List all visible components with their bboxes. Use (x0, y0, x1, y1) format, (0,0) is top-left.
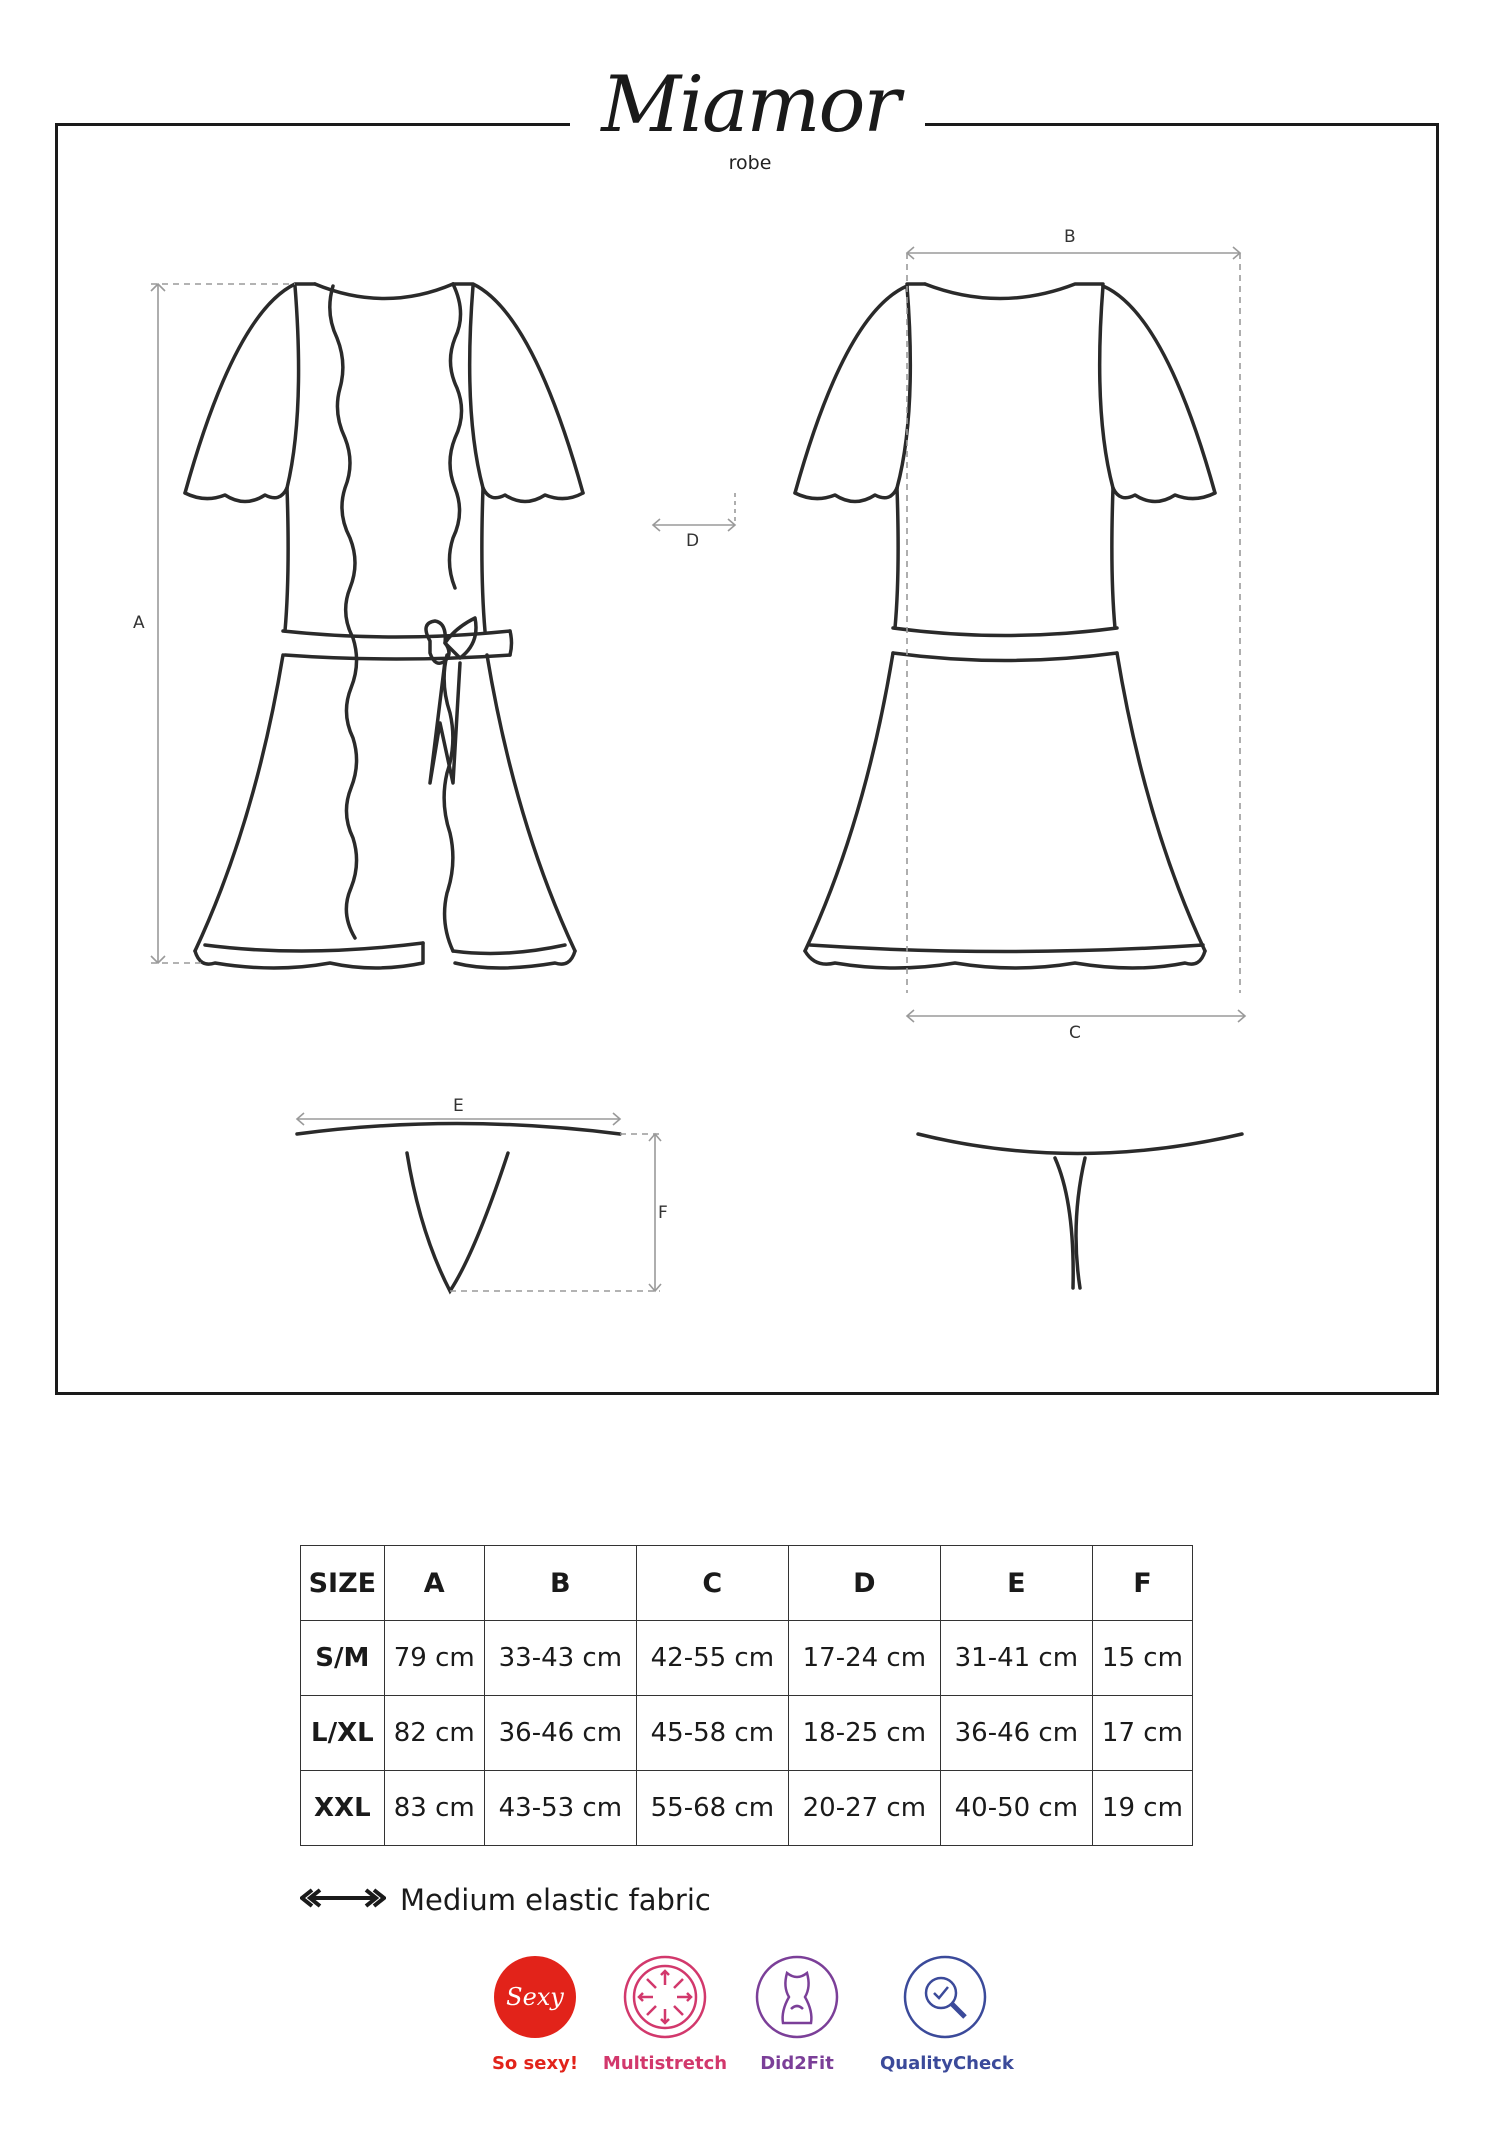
brand-logo: Miamor (601, 60, 899, 150)
dim-label-c: C (1069, 1023, 1081, 1043)
table-cell: 83 cm (384, 1771, 484, 1846)
dim-label-d: D (686, 531, 700, 551)
badge-quality-check (880, 1955, 1014, 2074)
badge-did2fit (732, 1955, 862, 2074)
table-cell: XXL (301, 1771, 385, 1846)
table-header: D (788, 1546, 940, 1621)
brand-header (570, 60, 930, 174)
technical-drawing-frame (55, 123, 1439, 1395)
table-cell: 17 cm (1092, 1696, 1192, 1771)
dim-label-a: A (133, 613, 145, 633)
table-cell: 43-53 cm (484, 1771, 636, 1846)
table-cell: 19 cm (1092, 1771, 1192, 1846)
badge-multistretch (600, 1955, 730, 2074)
badge-label: QualityCheck (880, 2053, 1014, 2074)
table-cell: 33-43 cm (484, 1621, 636, 1696)
table-cell: 36-46 cm (940, 1696, 1092, 1771)
thong-back-drawing (918, 1134, 1242, 1288)
dim-label-f: F (658, 1203, 668, 1223)
badge-label: Multistretch (602, 2053, 728, 2074)
thong-front-drawing (297, 1124, 620, 1292)
fabric-note (300, 1880, 711, 1920)
table-cell: 82 cm (384, 1696, 484, 1771)
table-header: E (940, 1546, 1092, 1621)
sexy-badge-icon (493, 1955, 577, 2039)
table-cell: 42-55 cm (636, 1621, 788, 1696)
table-row (301, 1771, 1193, 1846)
table-header-row (301, 1546, 1193, 1621)
table-header: C (636, 1546, 788, 1621)
badge-label: Did2Fit (760, 2053, 834, 2074)
table-cell: 55-68 cm (636, 1771, 788, 1846)
table-cell: 20-27 cm (788, 1771, 940, 1846)
table-cell: 31-41 cm (940, 1621, 1092, 1696)
quality-check-icon (903, 1955, 987, 2039)
table-header: A (384, 1546, 484, 1621)
table-cell: 79 cm (384, 1621, 484, 1696)
table-cell: 45-58 cm (636, 1696, 788, 1771)
table-header: B (484, 1546, 636, 1621)
dim-label-b: B (1064, 227, 1076, 247)
table-cell: L/XL (301, 1696, 385, 1771)
table-cell: 18-25 cm (788, 1696, 940, 1771)
double-arrow-icon (300, 1886, 386, 1914)
table-row (301, 1696, 1193, 1771)
size-table (300, 1545, 1193, 1846)
garment-drawings (55, 123, 1439, 1395)
table-cell: 36-46 cm (484, 1696, 636, 1771)
badge-so-sexy (470, 1955, 600, 2074)
table-cell: 17-24 cm (788, 1621, 940, 1696)
table-header: F (1092, 1546, 1192, 1621)
robe-front-drawing (185, 284, 583, 968)
badge-label: So sexy! (491, 2053, 579, 2074)
table-row (301, 1621, 1193, 1696)
product-name: robe (728, 152, 772, 174)
multistretch-icon (623, 1955, 707, 2039)
fabric-label: Medium elastic fabric (400, 1883, 711, 1917)
table-cell: S/M (301, 1621, 385, 1696)
dimension-lines (151, 247, 1245, 1291)
table-header: SIZE (301, 1546, 385, 1621)
sexy-icon-text: Sexy (506, 1983, 564, 2011)
table-cell: 15 cm (1092, 1621, 1192, 1696)
table-cell: 40-50 cm (940, 1771, 1092, 1846)
feature-badges (470, 1955, 1030, 2095)
dim-label-e: E (453, 1096, 464, 1116)
did2fit-icon (755, 1955, 839, 2039)
robe-back-drawing (795, 284, 1215, 968)
